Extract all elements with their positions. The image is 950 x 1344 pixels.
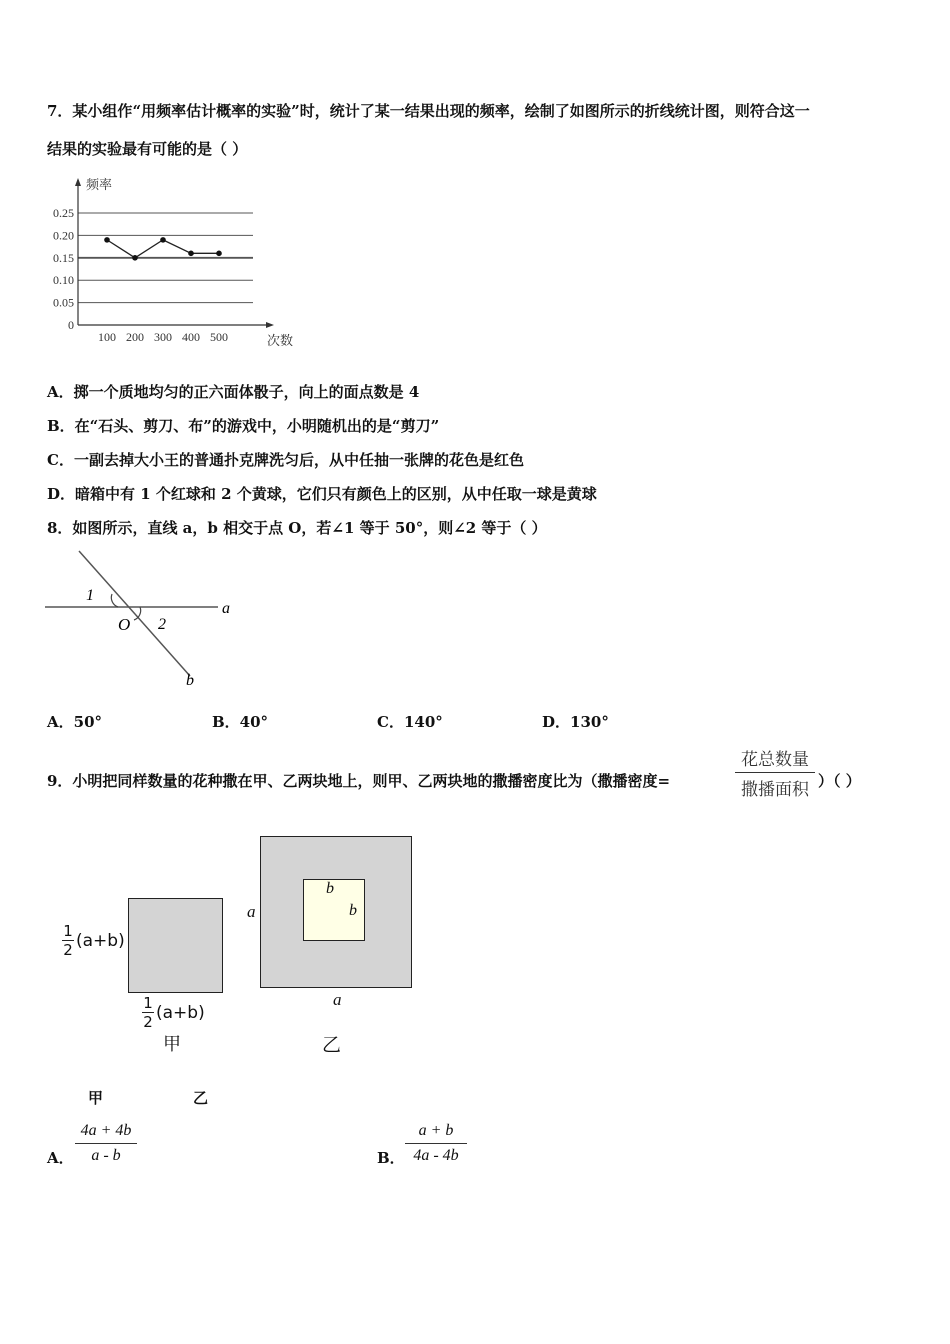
q9-option-a-letter: A． (47, 1149, 74, 1167)
q9-option-a-numerator: 4a + 4b (80, 1122, 132, 1139)
x-tick-label: 100 (98, 330, 116, 344)
frac-num: 1 (63, 922, 73, 940)
x-tick-label: 500 (210, 330, 228, 344)
line-a-label: a (222, 600, 230, 617)
q9-option-a-denominator: a - b (91, 1147, 121, 1164)
q7-option-a: A．掷一个质地均匀的正六面体骰子，向上的面点数是 4 (47, 383, 420, 401)
q8-option-b: B．40° (212, 713, 269, 731)
side-label-bottom (142, 994, 205, 1031)
y-tick-label: 0.15 (53, 250, 74, 265)
density-denominator: 撒播面积 (741, 780, 809, 800)
inner-top-label: b (326, 880, 334, 897)
y-axis-arrow (75, 178, 81, 186)
figure-caption-yi: 乙 (322, 1034, 342, 1056)
q9-stem-before: 9．小明把同样数量的花种撒在甲、乙两块地上，则甲、乙两块地的撒播密度比为（撒播密度= (47, 772, 671, 790)
line-b (79, 551, 190, 676)
frac-den: 2 (63, 941, 73, 959)
data-point (216, 251, 222, 257)
caption-jia: 甲 (88, 1089, 104, 1107)
side-expr: (a+b) (156, 1002, 205, 1023)
angle-1-label: 1 (86, 587, 94, 604)
figure-caption-jia: 甲 (163, 1034, 181, 1055)
data-point (160, 237, 166, 243)
side-label-left (62, 922, 125, 959)
frequency-line-chart (40, 172, 294, 352)
x-axis-title: 次数 (267, 333, 294, 348)
q8-option-c: C．140° (377, 713, 443, 731)
q9-option-b-letter: B． (377, 1149, 405, 1167)
figure-yi (240, 830, 430, 1060)
q9-option-b-fraction (405, 1122, 467, 1165)
inner-right-label: b (349, 902, 357, 919)
chart-gridlines (78, 213, 253, 303)
density-numerator: 花总数量 (741, 750, 809, 770)
q9-stem-after: ）（ ） (818, 772, 861, 790)
figure-jia (60, 890, 240, 1060)
y-tick-label: 0.10 (53, 273, 74, 288)
y-tick-label: 0.25 (53, 206, 74, 220)
q7-option-c: C．一副去掉大小王的普通扑克牌洗匀后，从中任抽一张牌的花色是红色 (47, 451, 524, 469)
data-point (104, 237, 110, 243)
data-point (188, 251, 194, 257)
angle-1-arc (111, 594, 118, 607)
chart-axes (75, 178, 274, 328)
q9-option-b-denominator: 4a - 4b (413, 1147, 459, 1164)
y-tick-label: 0.20 (53, 228, 74, 243)
y-tick-label: 0 (68, 318, 74, 332)
x-tick-label: 200 (126, 330, 144, 344)
q8-option-d: D．130° (542, 713, 609, 731)
angle-2-label: 2 (158, 616, 166, 633)
q9-option-b-numerator: a + b (418, 1122, 454, 1139)
q8-stem: 8．如图所示，直线 a，b 相交于点 O，若∠1 等于 50°，则∠2 等于（ ） (47, 519, 547, 537)
outer-left-label: a (247, 902, 256, 921)
square-jia (128, 898, 223, 993)
y-tick-label: 0.05 (53, 295, 74, 310)
q7-stem-line2: 结果的实验最有可能的是（ ） (47, 140, 248, 158)
x-tick-label: 300 (154, 330, 172, 344)
data-point (132, 255, 138, 261)
y-axis-title: 频率 (86, 177, 113, 192)
line-b-label: b (186, 672, 194, 689)
point-o-label: O (118, 615, 131, 634)
q7-option-d: D．暗箱中有 1 个红球和 2 个黄球，它们只有颜色上的区别，从中任取一球是黄球 (47, 485, 597, 503)
side-expr: (a+b) (76, 930, 125, 951)
q7-stem-line1: 7．某小组作“用频率估计概率的实验”时，统计了某一结果出现的频率，绘制了如图所示的折线统计图，则符合这一 (47, 102, 810, 120)
x-tick-label: 400 (182, 330, 200, 344)
frac-den: 2 (143, 1013, 153, 1031)
caption-yi: 乙 (193, 1089, 209, 1107)
intersecting-lines-figure (40, 548, 250, 693)
outer-bottom-label: a (333, 990, 342, 1009)
x-axis-arrow (266, 322, 274, 328)
chart-tick-labels (53, 177, 293, 348)
q8-option-a: A．50° (47, 713, 103, 731)
frac-num: 1 (143, 994, 153, 1012)
density-fraction (735, 745, 815, 800)
q7-option-b: B．在“石头、剪刀、布”的游戏中，小明随机出的是“剪刀” (47, 417, 440, 435)
q9-option-a-fraction (75, 1122, 137, 1165)
